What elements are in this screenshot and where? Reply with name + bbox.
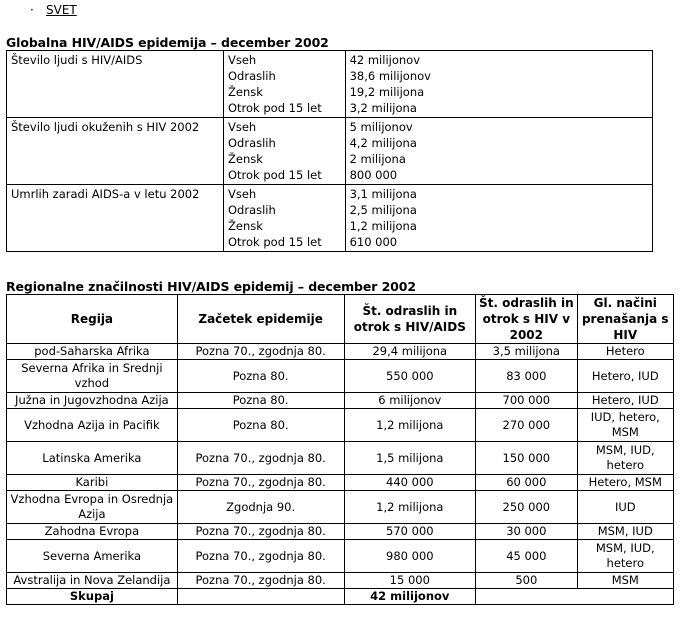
global-category: Odraslih: [227, 203, 276, 217]
header-transmission: Gl. načini prenašanja s HIV: [577, 295, 673, 344]
global-group-row: [7, 51, 653, 118]
global-value: 2,5 milijona: [349, 203, 417, 217]
start-cell: Pozna 70., zgodnja 80.: [177, 442, 344, 475]
start-cell: Pozna 80.: [177, 393, 344, 409]
global-category: Žensk: [227, 219, 263, 233]
table-row: [7, 393, 674, 409]
svet-link[interactable]: SVET: [46, 3, 77, 17]
new-cell: 250 000: [476, 491, 577, 524]
transmission-cell: Hetero, IUD: [577, 360, 673, 393]
start-cell: Pozna 80.: [177, 360, 344, 393]
start-cell: Pozna 70., zgodnja 80.: [177, 344, 344, 360]
global-value-cell: [345, 118, 652, 185]
global-category: Žensk: [227, 85, 263, 99]
region-cell: Severna Amerika: [7, 540, 178, 573]
global-value: 3,2 milijona: [349, 101, 417, 115]
total-row: [7, 589, 674, 605]
transmission-cell: MSM, IUD: [577, 524, 673, 540]
new-cell: 83 000: [476, 360, 577, 393]
global-heading: Globalna HIV/AIDS epidemija – december 2002: [6, 35, 329, 50]
global-group-label: Število ljudi s HIV/AIDS: [7, 51, 224, 118]
transmission-cell: Hetero, IUD: [577, 393, 673, 409]
total-cell: 15 000: [344, 573, 476, 589]
new-cell: 700 000: [476, 393, 577, 409]
global-value: 800 000: [349, 168, 398, 182]
total-empty-cell: [177, 589, 344, 605]
region-cell: Severna Afrika in Srednji vzhod: [7, 360, 178, 393]
total-label: Skupaj: [7, 589, 178, 605]
start-cell: Pozna 70., zgodnja 80.: [177, 524, 344, 540]
global-value-cell: [345, 51, 652, 118]
total-value: 42 milijonov: [344, 589, 476, 605]
global-group-row: [7, 185, 653, 252]
global-category: Vseh: [227, 53, 257, 67]
regional-heading: Regionalne značilnosti HIV/AIDS epidemij – december 2002: [6, 279, 416, 294]
total-cell: 550 000: [344, 360, 476, 393]
region-cell: Avstralija in Nova Zelandija: [7, 573, 178, 589]
total-cell: 1,2 milijona: [344, 409, 476, 442]
global-category-cell: [223, 51, 345, 118]
global-value: 4,2 milijona: [349, 136, 417, 150]
total-cell: 980 000: [344, 540, 476, 573]
start-cell: Pozna 70., zgodnja 80.: [177, 475, 344, 491]
table-row: [7, 442, 674, 475]
global-value: 2 milijona: [349, 152, 406, 166]
region-cell: Zahodna Evropa: [7, 524, 178, 540]
global-table: [6, 50, 653, 252]
table-row: [7, 344, 674, 360]
table-row: [7, 524, 674, 540]
global-value: 42 milijonov: [349, 53, 420, 67]
transmission-cell: IUD: [577, 491, 673, 524]
transmission-cell: MSM: [577, 573, 673, 589]
start-cell: Zgodnja 90.: [177, 491, 344, 524]
region-cell: Južna in Jugovzhodna Azija: [7, 393, 178, 409]
transmission-cell: Hetero: [577, 344, 673, 360]
global-group-row: [7, 118, 653, 185]
nav-bullet-line: [30, 3, 77, 17]
new-cell: 60 000: [476, 475, 577, 491]
global-value: 5 milijonov: [349, 120, 413, 134]
new-cell: 500: [476, 573, 577, 589]
global-value: 38,6 milijonov: [349, 69, 431, 83]
global-category: Vseh: [227, 187, 257, 201]
new-cell: 270 000: [476, 409, 577, 442]
global-category-cell: [223, 185, 345, 252]
table-row: [7, 409, 674, 442]
header-start: Začetek epidemije: [177, 295, 344, 344]
total-cell: 1,5 milijona: [344, 442, 476, 475]
region-cell: Vzhodna Evropa in Osrednja Azija: [7, 491, 178, 524]
total-empty-cell: [476, 589, 674, 605]
global-value: 1,2 milijona: [349, 219, 417, 233]
start-cell: Pozna 70., zgodnja 80.: [177, 540, 344, 573]
global-category: Otrok pod 15 let: [227, 168, 322, 182]
transmission-cell: MSM, IUD, hetero: [577, 540, 673, 573]
global-group-label: Število ljudi okuženih s HIV 2002: [7, 118, 224, 185]
region-cell: pod-Saharska Afrika: [7, 344, 178, 360]
total-cell: 570 000: [344, 524, 476, 540]
table-row: [7, 475, 674, 491]
transmission-cell: MSM, IUD, hetero: [577, 442, 673, 475]
global-category: Otrok pod 15 let: [227, 235, 322, 249]
total-cell: 440 000: [344, 475, 476, 491]
transmission-cell: IUD, hetero, MSM: [577, 409, 673, 442]
regional-header-row: [7, 295, 674, 344]
region-cell: Latinska Amerika: [7, 442, 178, 475]
total-cell: 6 milijonov: [344, 393, 476, 409]
global-category: Žensk: [227, 152, 263, 166]
header-new: Št. odraslih in otrok s HIV v 2002: [476, 295, 577, 344]
table-row: [7, 540, 674, 573]
new-cell: 30 000: [476, 524, 577, 540]
total-cell: 29,4 milijona: [344, 344, 476, 360]
global-value: 610 000: [349, 235, 398, 249]
global-category: Odraslih: [227, 69, 276, 83]
global-category-cell: [223, 118, 345, 185]
global-category: Vseh: [227, 120, 257, 134]
region-cell: Karibi: [7, 475, 178, 491]
table-row: [7, 491, 674, 524]
global-value-cell: [345, 185, 652, 252]
table-row: [7, 573, 674, 589]
global-value: 19,2 milijona: [349, 85, 425, 99]
header-total: Št. odraslih in otrok s HIV/AIDS: [344, 295, 476, 344]
global-category: Odraslih: [227, 136, 276, 150]
new-cell: 150 000: [476, 442, 577, 475]
new-cell: 45 000: [476, 540, 577, 573]
transmission-cell: Hetero, MSM: [577, 475, 673, 491]
region-cell: Vzhodna Azija in Pacifik: [7, 409, 178, 442]
table-row: [7, 360, 674, 393]
total-cell: 1,2 milijona: [344, 491, 476, 524]
header-region: Regija: [7, 295, 178, 344]
new-cell: 3,5 milijona: [476, 344, 577, 360]
regional-table: [6, 294, 674, 605]
start-cell: Pozna 70., zgodnja 80.: [177, 573, 344, 589]
global-category: Otrok pod 15 let: [227, 101, 322, 115]
start-cell: Pozna 80.: [177, 409, 344, 442]
global-group-label: Umrlih zaradi AIDS-a v letu 2002: [7, 185, 224, 252]
global-value: 3,1 milijona: [349, 187, 417, 201]
bullet-icon: ·: [30, 3, 34, 17]
